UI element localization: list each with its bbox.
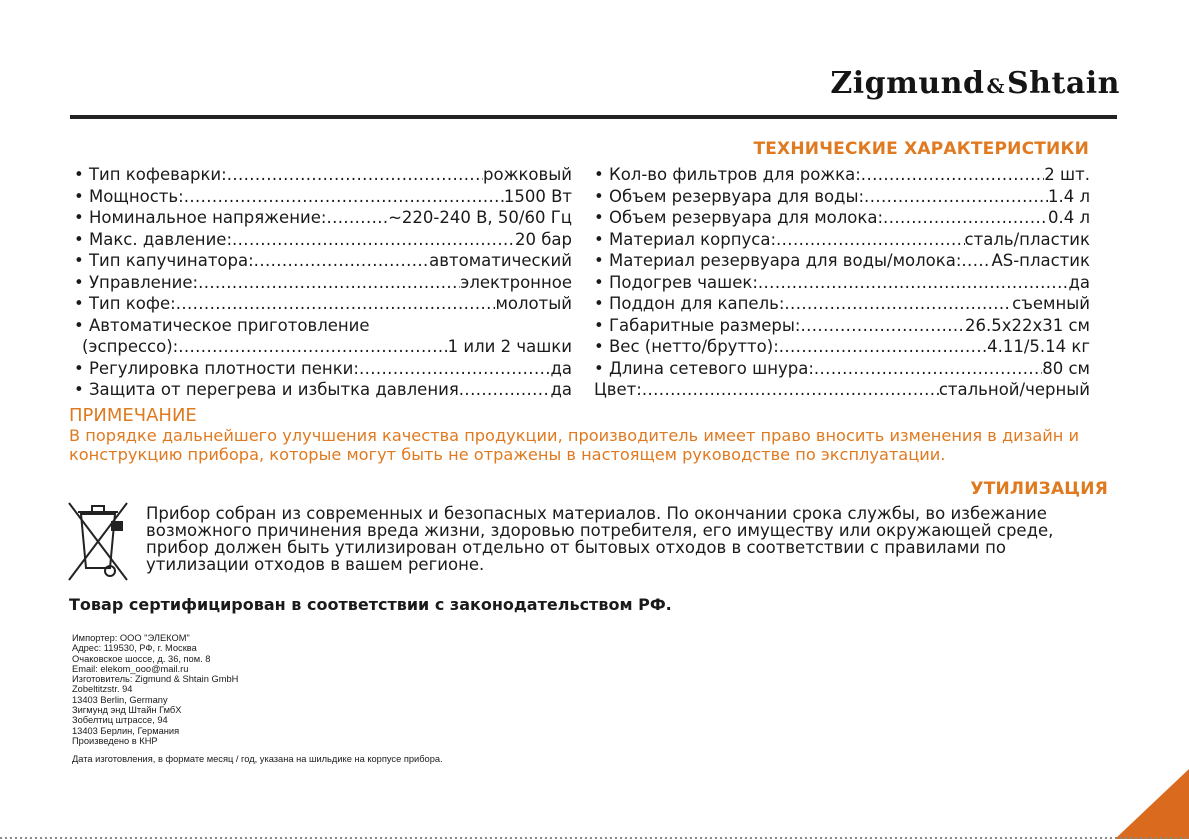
spec-leader-dots	[779, 336, 987, 358]
spec-leader-dots	[961, 250, 991, 272]
spec-key: • Материал резервуара для воды/молока:	[594, 251, 962, 270]
spec-row	[594, 186, 1090, 208]
spec-row	[74, 186, 572, 208]
spec-row	[594, 293, 1090, 315]
spec-value: да	[1068, 272, 1090, 292]
brand-logo-left: Zigmund	[830, 66, 985, 101]
utilization-heading: УТИЛИЗАЦИЯ	[970, 479, 1108, 499]
spec-leader-dots	[227, 164, 483, 186]
importer-line: Зигмунд энд Штайн ГмбХ	[72, 705, 182, 716]
brand-logo-right: Shtain	[1007, 66, 1120, 101]
spec-value: автоматический	[429, 251, 572, 270]
spec-row	[74, 229, 572, 251]
importer-line: Адрес: 119530, РФ, г. Москва	[72, 643, 197, 654]
spec-leader-dots	[254, 250, 430, 272]
spec-key: • Объем резервуара для молока:	[594, 208, 884, 227]
importer-line: Очаковское шоссе, д. 36, пом. 8	[72, 653, 211, 664]
spec-key: • Тип капучинатора:	[74, 251, 254, 270]
corner-accent	[1058, 769, 1189, 839]
spec-row	[74, 315, 572, 337]
specs-left-column	[74, 164, 572, 401]
utilization-text: Прибор собран из современных и безопасных материалов. По окончании срока службы, во избежание возможного причинения вреда жизни, здоровью потребителя, его имуществу или окружающей среде, прибор должен быть утилизирован отдельно от бытовых отходов в соответствии с правилами по утилизации отходов в вашем регионе.	[146, 504, 1054, 574]
spec-row	[74, 164, 572, 186]
importer-block	[72, 633, 238, 746]
importer-line: Импортер: ООО "ЭЛЕКОМ"	[72, 633, 190, 643]
spec-leader-dots	[642, 379, 939, 401]
brand-logo-amp: &	[986, 74, 1006, 98]
spec-key: • Вес (нетто/брутто):	[594, 337, 779, 356]
importer-line: 13403 Берлин, Германия	[72, 725, 180, 736]
spec-key: • Тип кофе:	[74, 294, 176, 313]
spec-row	[594, 315, 1090, 337]
spec-value: 1500 Вт	[503, 186, 572, 206]
spec-key: Цвет:	[594, 380, 642, 399]
spec-value: 26.5x22x31 см	[964, 315, 1090, 335]
spec-leader-dots	[359, 358, 551, 380]
specs-heading: ТЕХНИЧЕСКИЕ ХАРАКТЕРИСТИКИ	[753, 139, 1089, 159]
spec-row	[594, 207, 1090, 229]
spec-value: 20 бар	[514, 229, 572, 249]
spec-leader-dots	[864, 186, 1048, 208]
spec-leader-dots	[176, 293, 496, 315]
spec-row	[594, 250, 1090, 272]
spec-value: 1 или 2 чашки	[447, 337, 572, 356]
spec-key: • Длина сетевого шнура:	[594, 358, 814, 378]
spec-value: сталь/пластик	[964, 229, 1090, 249]
spec-leader-dots	[459, 379, 551, 401]
spec-leader-dots	[326, 207, 388, 229]
spec-key: • Номинальное напряжение:	[74, 208, 327, 227]
spec-row	[594, 229, 1090, 251]
spec-row	[594, 164, 1090, 186]
spec-value: рожковый	[483, 165, 572, 184]
spec-leader-dots	[861, 164, 1045, 186]
spec-value: ~220-240 В, 50/60 Гц	[388, 208, 572, 227]
spec-key: • Тип кофеварки:	[74, 165, 227, 184]
spec-row	[74, 379, 572, 401]
spec-value: 80 см	[1042, 358, 1090, 378]
spec-value: молотый	[495, 294, 572, 313]
spec-key: • Материал корпуса:	[594, 229, 777, 249]
spec-value: 1.4 л	[1047, 186, 1090, 206]
spec-leader-dots	[883, 207, 1048, 229]
spec-key: • Автоматическое приготовление	[74, 315, 370, 335]
note-title: ПРИМЕЧАНИЕ	[69, 405, 197, 426]
spec-key: • Кол-во фильтров для рожка:	[594, 165, 861, 184]
spec-leader-dots	[776, 229, 965, 251]
spec-leader-dots	[184, 186, 504, 208]
spec-row	[594, 379, 1090, 401]
spec-key: • Защита от перегрева и избытка давления	[74, 380, 459, 399]
importer-line: Zobeltitzstr. 94	[72, 684, 133, 695]
spec-row	[594, 336, 1090, 358]
spec-value: стальной/черный	[938, 380, 1090, 399]
spec-row	[74, 272, 572, 294]
spec-key: • Объем резервуара для воды:	[594, 186, 865, 206]
spec-value: 4.11/5.14 кг	[987, 337, 1090, 356]
spec-row	[594, 358, 1090, 380]
spec-value: 0.4 л	[1047, 208, 1090, 227]
spec-leader-dots	[814, 358, 1042, 380]
spec-row	[74, 207, 572, 229]
spec-row	[74, 250, 572, 272]
header-rule	[70, 115, 1117, 119]
importer-line: Изготовитель: Zigmund & Shtain GmbH	[72, 674, 239, 685]
importer-line: 13403 Berlin, Germany	[72, 694, 168, 705]
spec-leader-dots	[758, 272, 1069, 294]
spec-key: • Макс. давление:	[74, 229, 233, 249]
spec-row	[74, 358, 572, 380]
spec-key: • Подогрев чашек:	[594, 272, 758, 292]
spec-leader-dots	[198, 272, 460, 294]
spec-leader-dots	[784, 293, 1012, 315]
importer-line: Email: elekom_ooo@mail.ru	[72, 663, 189, 674]
spec-key: • Габаритные размеры:	[594, 315, 801, 335]
spec-row	[74, 336, 572, 358]
manufacture-date-note: Дата изготовления, в формате месяц / год, указана на шильдике на корпусе прибора.	[72, 754, 443, 764]
importer-line: Произведено в КНР	[72, 735, 158, 746]
spec-key: • Управление:	[74, 272, 199, 292]
spec-leader-dots	[800, 315, 964, 337]
spec-key: • Мощность:	[74, 186, 184, 206]
spec-value: 2 шт.	[1044, 165, 1090, 184]
spec-value: да	[550, 358, 572, 378]
spec-row	[74, 293, 572, 315]
importer-line: Зобелтиц штрассе, 94	[72, 715, 168, 726]
spec-value: электронное	[460, 272, 572, 292]
brand-logo	[820, 66, 1120, 101]
spec-value: съемный	[1012, 294, 1090, 313]
certification-text: Товар сертифицирован в соответствии с законодательством РФ.	[69, 595, 672, 614]
note-text: В порядке дальнейшего улучшения качества продукции, производитель имеет право вносить изменения в дизайн и конструкцию прибора, которые могут быть не отражены в настоящем руководстве по эксплуатации.	[69, 426, 1080, 464]
spec-value: да	[550, 380, 572, 399]
spec-key: • Поддон для капель:	[594, 294, 785, 313]
spec-value: AS-пластик	[991, 251, 1090, 270]
spec-key: • Регулировка плотности пенки:	[74, 358, 359, 378]
specs-right-column	[594, 164, 1090, 401]
crossed-out-wheelie-bin-icon	[66, 498, 130, 584]
spec-key: (эспрессо):	[82, 337, 179, 356]
spec-leader-dots	[178, 336, 447, 358]
spec-leader-dots	[232, 229, 515, 251]
spec-row	[594, 272, 1090, 294]
